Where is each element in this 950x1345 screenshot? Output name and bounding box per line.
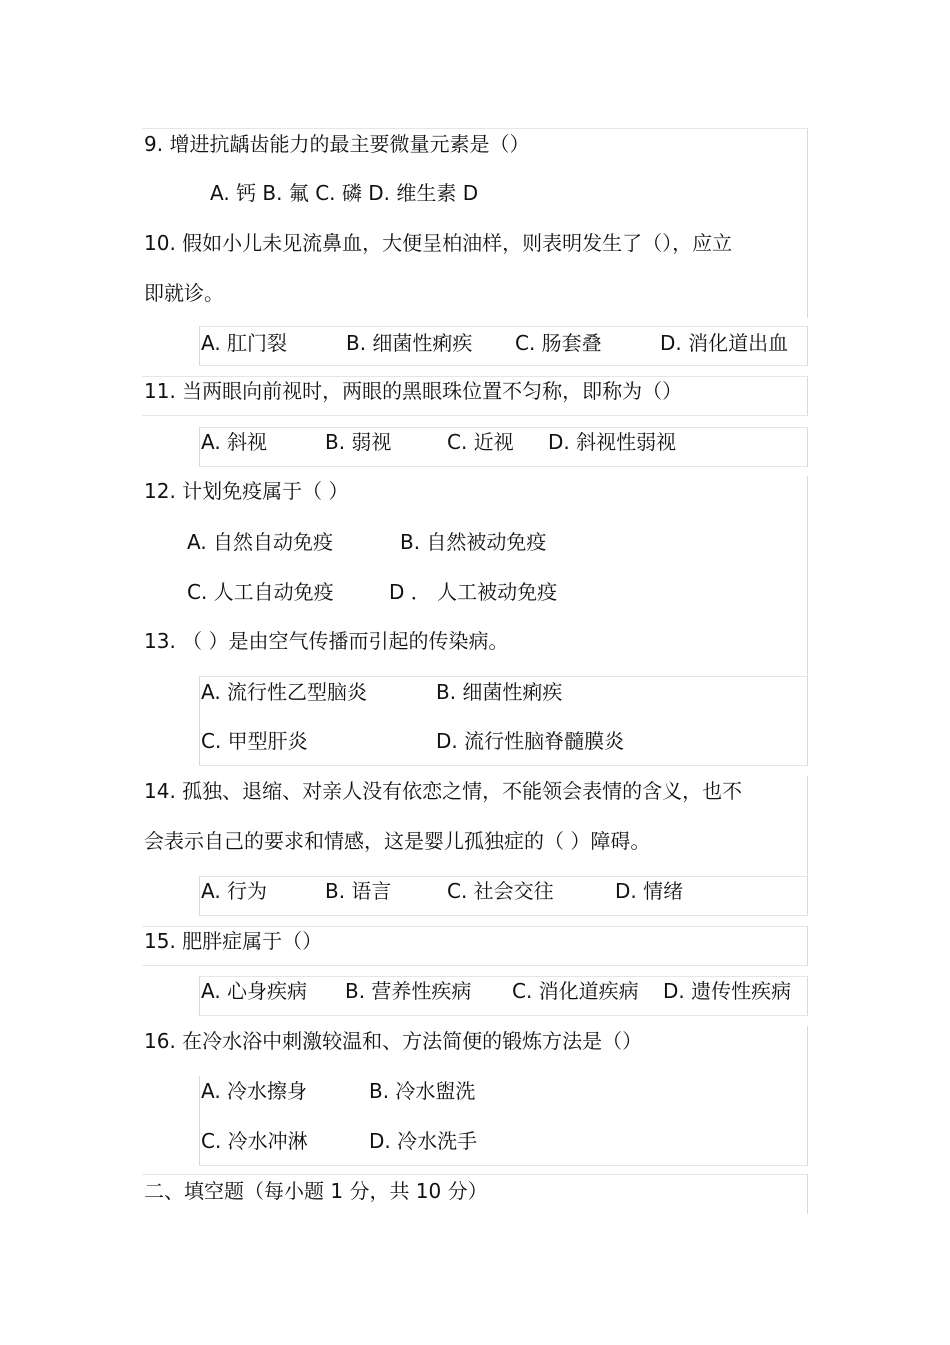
question-13-stem: 13. （ ）是由空气传播而引起的传染病。 (144, 629, 509, 653)
question-13-option-d: D. 流行性脑脊髓膜炎 (436, 729, 625, 753)
question-15-option-c: C. 消化道疾病 (512, 979, 639, 1003)
question-10-stem-line (142, 218, 808, 268)
question-10-stem-cont-line (142, 268, 808, 318)
question-14-option-b: B. 语言 (325, 879, 392, 903)
question-11-stem: 11. 当两眼向前视时，两眼的黑眼珠位置不匀称，即称为（） (144, 379, 683, 403)
question-14-option-d: D. 情绪 (615, 879, 684, 903)
question-15-stem-line (142, 926, 808, 966)
question-13-options-ab-line (199, 676, 808, 726)
question-12-option-c: C. 人工自动免疫 (187, 580, 334, 604)
question-12-options-ab-line (142, 526, 808, 576)
question-11-stem-line (142, 376, 808, 416)
question-10-option-d: D. 消化道出血 (660, 331, 789, 355)
question-12-option-d: D ． 人工被动免疫 (389, 580, 558, 604)
question-14-option-a: A. 行为 (201, 879, 268, 903)
question-10-option-a: A. 肛门裂 (201, 331, 288, 355)
question-11-option-d: D. 斜视性弱视 (548, 430, 677, 454)
question-16-option-d: D. 冷水洗手 (369, 1129, 478, 1153)
question-9-stem-line (142, 128, 808, 168)
question-12-options-cd-line (142, 576, 808, 626)
question-10-stem-cont: 即就诊。 (144, 281, 224, 305)
question-14-stem-line (142, 776, 808, 826)
question-16-option-b: B. 冷水盥洗 (369, 1079, 476, 1103)
question-15-option-d: D. 遗传性疾病 (663, 979, 792, 1003)
question-13-options-cd-line (199, 726, 808, 766)
question-15-options-line (199, 976, 808, 1016)
question-16-option-a: A. 冷水擦身 (201, 1079, 308, 1103)
question-14-stem-cont: 会表示自己的要求和情感，这是婴儿孤独症的（ ）障碍。 (144, 829, 651, 853)
question-15-option-b: B. 营养性疾病 (345, 979, 472, 1003)
question-12-stem-line (142, 476, 808, 526)
question-13-option-a: A. 流行性乙型脑炎 (201, 680, 368, 704)
question-10-options-line (199, 326, 808, 366)
question-11-option-a: A. 斜视 (201, 430, 268, 454)
question-16-stem-line (142, 1026, 808, 1076)
question-15-stem: 15. 肥胖症属于（） (144, 929, 323, 953)
question-11-options-line (199, 427, 808, 467)
question-12-option-b: B. 自然被动免疫 (400, 530, 547, 554)
question-9-options-line (142, 168, 808, 218)
question-14-option-c: C. 社会交往 (447, 879, 554, 903)
question-16-options-cd-line (199, 1126, 808, 1166)
question-10-stem: 10. 假如小儿未见流鼻血，大便呈柏油样，则表明发生了（），应立 (144, 231, 733, 255)
question-13-option-b: B. 细菌性痢疾 (436, 680, 563, 704)
question-11-option-c: C. 近视 (447, 430, 514, 454)
question-9-stem: 9. 增进抗龋齿能力的最主要微量元素是（） (144, 132, 530, 156)
question-10-option-b: B. 细菌性痢疾 (346, 331, 473, 355)
section-2-heading-line (142, 1174, 808, 1214)
question-14-stem-cont-line (142, 826, 808, 876)
question-11-option-b: B. 弱视 (325, 430, 392, 454)
question-14-stem: 14. 孤独、退缩、对亲人没有依恋之情，不能领会表情的含义，也不 (144, 779, 743, 803)
question-13-option-c: C. 甲型肝炎 (201, 729, 308, 753)
question-12-option-a: A. 自然自动免疫 (187, 530, 334, 554)
question-16-options-ab-line (199, 1076, 808, 1126)
question-9-options: A. 钙 B. 氟 C. 磷 D. 维生素 D (210, 181, 479, 205)
question-16-option-c: C. 冷水冲淋 (201, 1129, 308, 1153)
question-12-stem: 12. 计划免疫属于（ ） (144, 479, 349, 503)
question-10-option-c: C. 肠套叠 (515, 331, 602, 355)
question-13-stem-line (142, 626, 808, 676)
question-15-option-a: A. 心身疾病 (201, 979, 308, 1003)
question-16-stem: 16. 在冷水浴中刺激较温和、方法简便的锻炼方法是（） (144, 1029, 643, 1053)
section-2-heading: 二、填空题（每小题 1 分，共 10 分） (144, 1179, 488, 1203)
question-14-options-line (199, 876, 808, 916)
